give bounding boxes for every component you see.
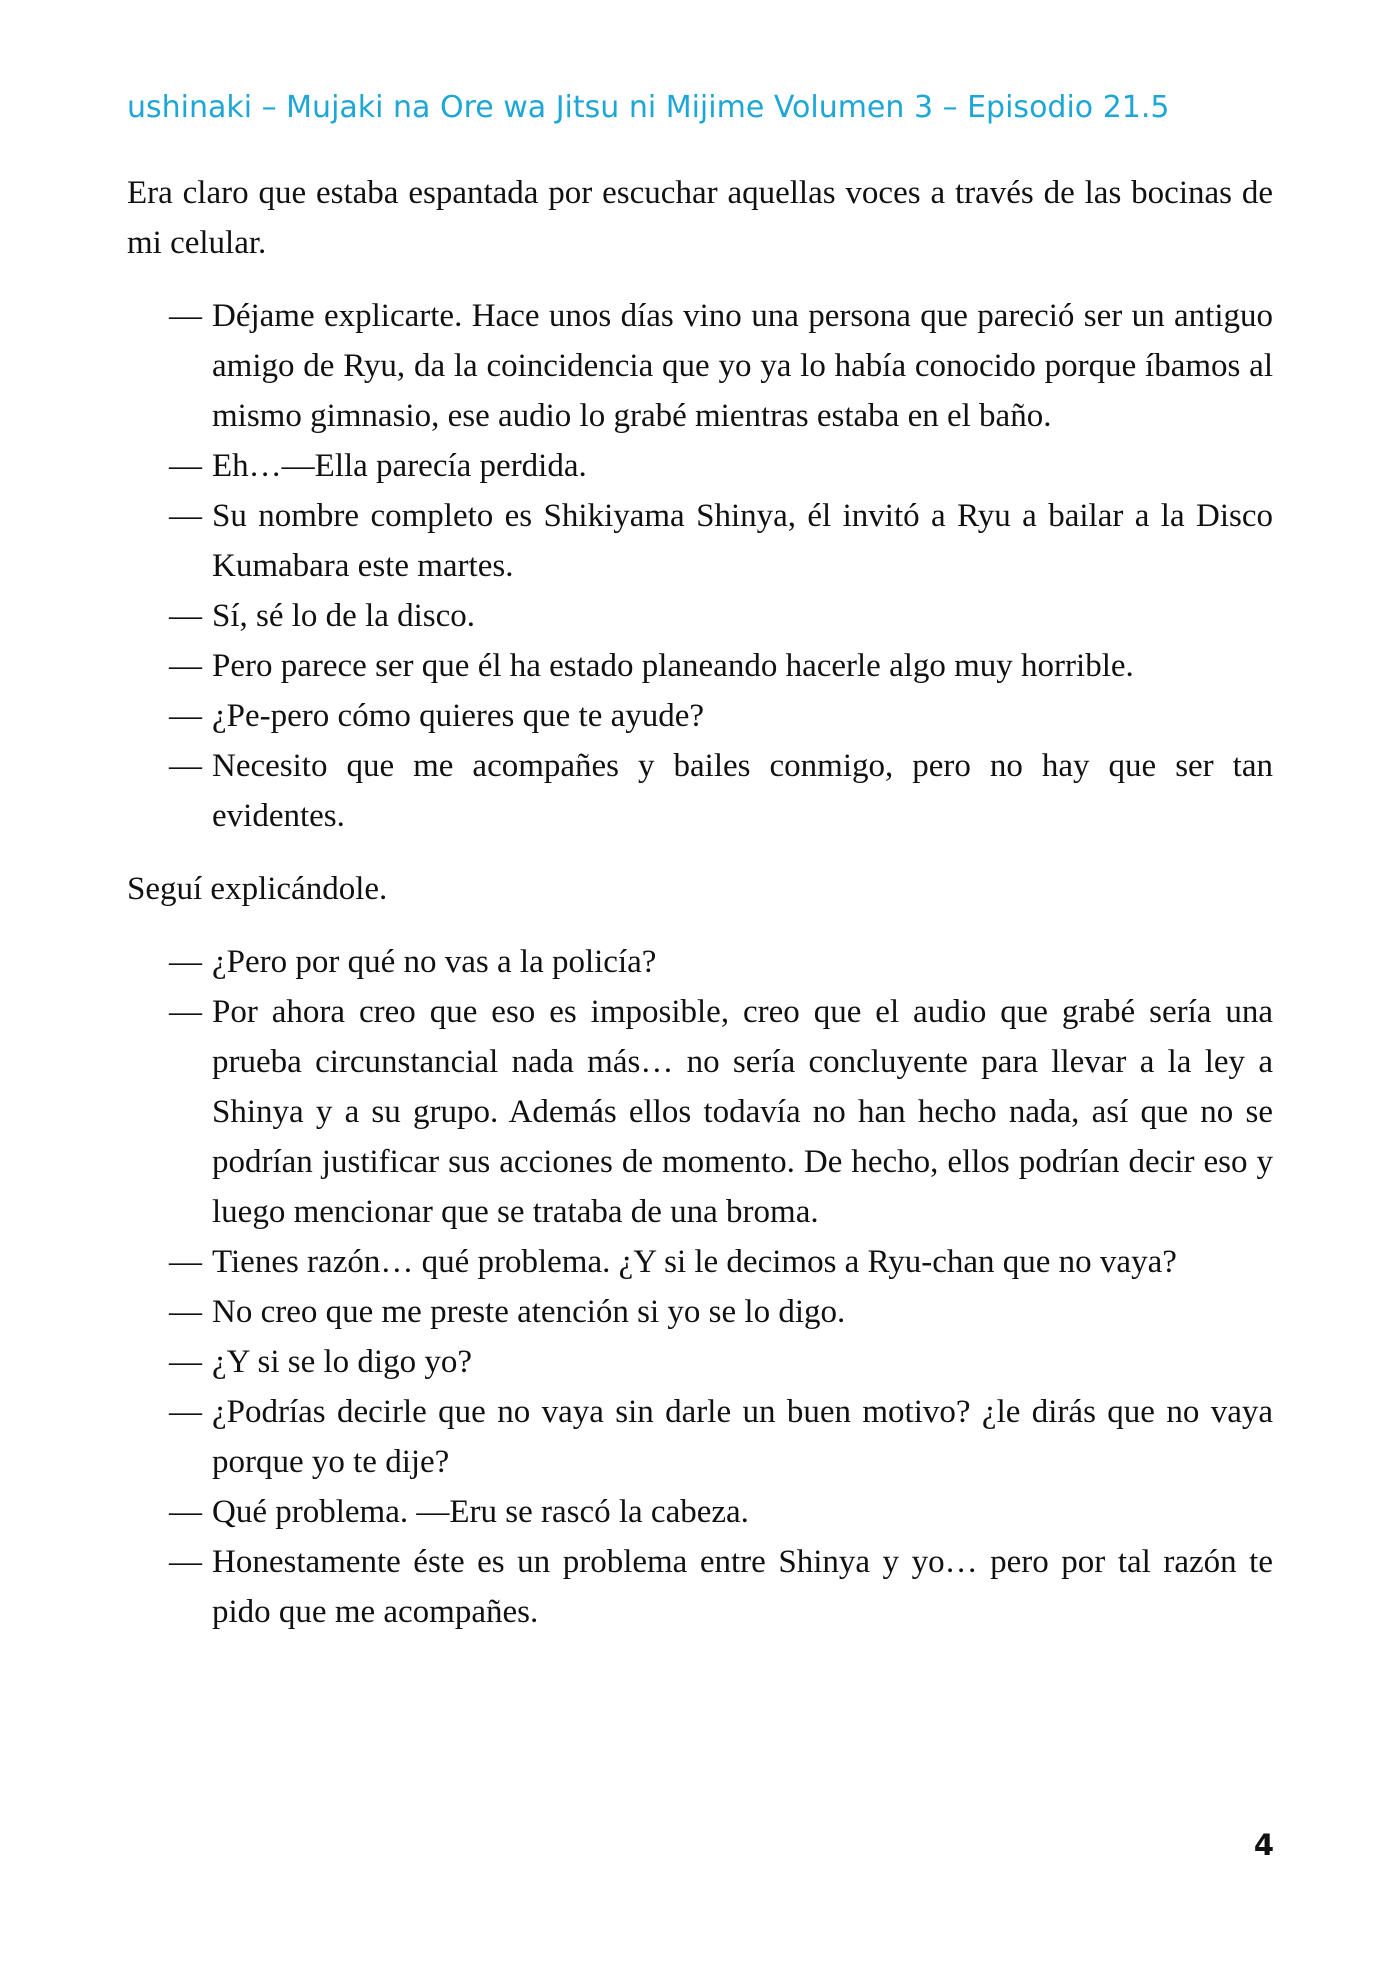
- em-dash: —: [169, 1244, 202, 1280]
- dialogue-text: Qué problema. —Eru se rascó la cabeza.: [212, 1494, 749, 1530]
- em-dash: —: [169, 498, 202, 534]
- dialogue-line: [127, 491, 1273, 591]
- dialogue-line: [127, 1387, 1273, 1487]
- narration-paragraph: Era claro que estaba espantada por escuchar aquellas voces a través de las bocinas de mi celular.: [127, 175, 1273, 261]
- dialogue-line: [127, 937, 1273, 987]
- dialogue-line: [127, 987, 1273, 1237]
- dialogue-text: Eh…—Ella parecía perdida.: [212, 448, 587, 484]
- dialogue-block: [127, 937, 1273, 1637]
- dialogue-line: [127, 441, 1273, 491]
- dialogue-text: Pero parece ser que él ha estado planeando hacerle algo muy horrible.: [212, 648, 1134, 684]
- em-dash: —: [169, 598, 202, 634]
- dialogue-line: [127, 1287, 1273, 1337]
- em-dash: —: [169, 748, 202, 784]
- page-number: 4: [1253, 1828, 1274, 1862]
- em-dash: —: [169, 448, 202, 484]
- dialogue-line: [127, 291, 1273, 441]
- em-dash: —: [169, 648, 202, 684]
- em-dash: —: [169, 1494, 202, 1530]
- narration-paragraph: Seguí explicándole.: [127, 871, 388, 907]
- dialogue-line: [127, 1237, 1273, 1287]
- em-dash: —: [169, 944, 202, 980]
- dialogue-block: [127, 291, 1273, 841]
- em-dash: —: [169, 1344, 202, 1380]
- dialogue-line: [127, 591, 1273, 641]
- dialogue-text: ¿Podrías decirle que no vaya sin darle un buen motivo? ¿le dirás que no vaya porque yo te dije?: [212, 1394, 1273, 1480]
- em-dash: —: [169, 1394, 202, 1430]
- dialogue-text: ¿Y si se lo digo yo?: [212, 1344, 472, 1380]
- dialogue-text: Por ahora creo que eso es imposible, creo que el audio que grabé sería una prueba circunstancial nada más… no sería concluyente para llevar a la ley a Shinya y a su grupo. Además ellos todavía no han hecho nada, así que no se podrían justificar sus acciones de momento. De hecho, ellos podrían decir eso y luego mencionar que se trataba de una broma.: [212, 994, 1273, 1230]
- dialogue-text: No creo que me preste atención si yo se lo digo.: [212, 1294, 846, 1330]
- dialogue-text: Tienes razón… qué problema. ¿Y si le decimos a Ryu-chan que no vaya?: [212, 1244, 1177, 1280]
- running-header: ushinaki – Mujaki na Ore wa Jitsu ni Mijime Volumen 3 – Episodio 21.5: [127, 90, 1170, 125]
- dialogue-line: [127, 1537, 1273, 1637]
- dialogue-line: [127, 691, 1273, 741]
- dialogue-text: Sí, sé lo de la disco.: [212, 598, 476, 634]
- dialogue-text: ¿Pe-pero cómo quieres que te ayude?: [212, 698, 705, 734]
- em-dash: —: [169, 1544, 202, 1580]
- dialogue-line: [127, 1487, 1273, 1537]
- body-text: [127, 168, 1273, 1637]
- em-dash: —: [169, 298, 202, 334]
- dialogue-text: Su nombre completo es Shikiyama Shinya, él invitó a Ryu a bailar a la Disco Kumabara este martes.: [212, 498, 1273, 584]
- dialogue-line: [127, 641, 1273, 691]
- em-dash: —: [169, 1294, 202, 1330]
- em-dash: —: [169, 994, 202, 1030]
- em-dash: —: [169, 698, 202, 734]
- dialogue-text: ¿Pero por qué no vas a la policía?: [212, 944, 657, 980]
- dialogue-text: Honestamente éste es un problema entre Shinya y yo… pero por tal razón te pido que me acompañes.: [212, 1544, 1273, 1630]
- dialogue-line: [127, 741, 1273, 841]
- dialogue-text: Necesito que me acompañes y bailes conmigo, pero no hay que ser tan evidentes.: [212, 748, 1273, 834]
- dialogue-text: Déjame explicarte. Hace unos días vino una persona que pareció ser un antiguo amigo de Ryu, da la coincidencia que yo ya lo había conocido porque íbamos al mismo gimnasio, ese audio lo grabé mientras estaba en el baño.: [212, 298, 1273, 434]
- dialogue-line: [127, 1337, 1273, 1387]
